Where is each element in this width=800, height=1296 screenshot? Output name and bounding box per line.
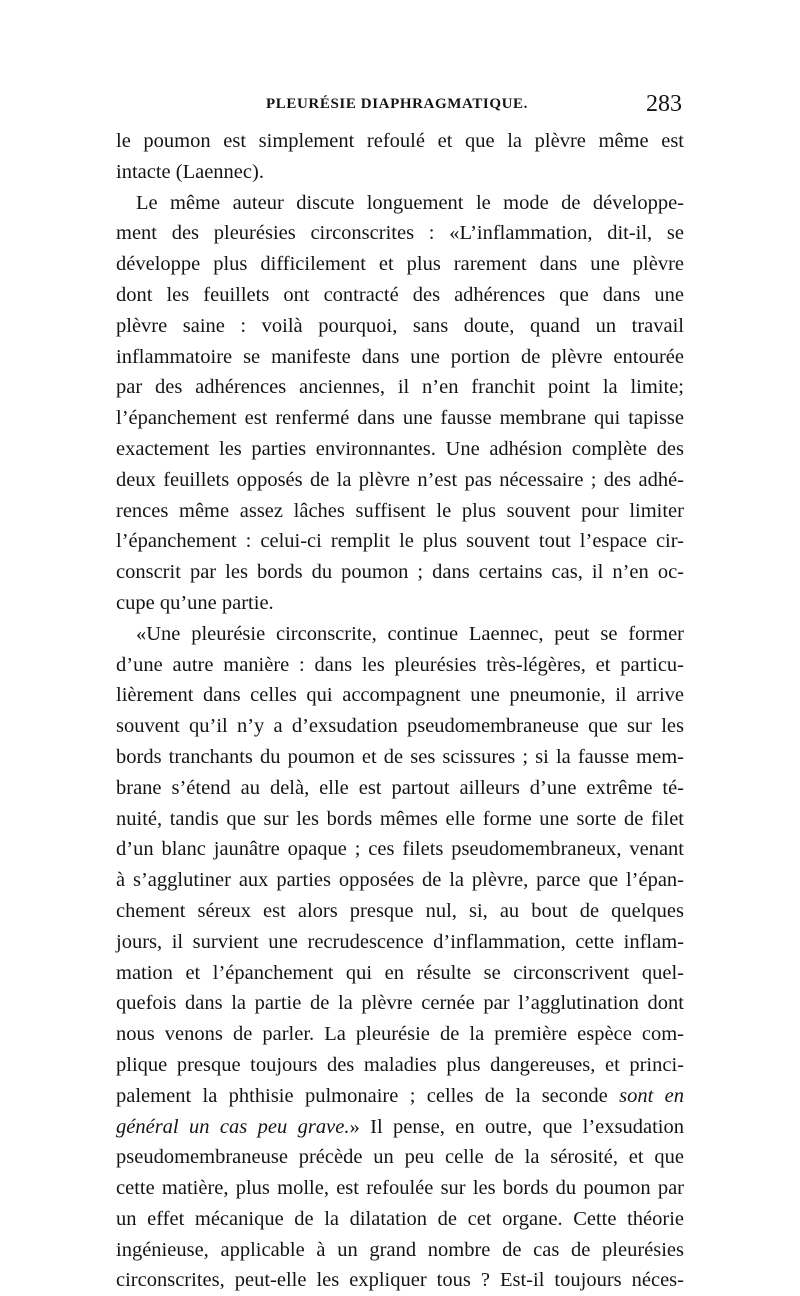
text-line — [116, 218, 684, 249]
line-text: » Il pense, en outre, que l’exsudation — [349, 1115, 684, 1138]
line-text: un effet mécanique de la dilatation de cet organe. Cette théorie — [116, 1207, 684, 1230]
line-text: rences même assez lâches suffisent le plus souvent pour limiter — [116, 499, 684, 522]
text-line — [116, 711, 684, 742]
line-text: deux feuillets opposés de la plèvre n’est pas nécessaire ; des adhé- — [116, 468, 684, 491]
line-text: le poumon est simplement refoulé et que la plèvre même est — [116, 130, 684, 152]
line-text: mation et l’épanchement qui en résulte se circonscrivent quel- — [116, 961, 684, 984]
line-text: cupe qu’une partie. — [116, 591, 274, 614]
text-line — [116, 526, 684, 557]
text-line — [116, 1081, 684, 1112]
line-text: «Une pleurésie circonscrite, continue Laennec, peut se former — [136, 622, 684, 645]
line-text: nuité, tandis que sur les bords mêmes elle forme une sorte de filet — [116, 807, 684, 830]
line-text: chement séreux est alors presque nul, si, au bout de quelques — [116, 899, 684, 922]
text-line — [116, 1173, 684, 1204]
text-line — [116, 465, 684, 496]
italic-text: sont en — [619, 1084, 684, 1107]
line-text: développe plus difficilement et plus rarement dans une plèvre — [116, 253, 684, 276]
line-text: ment des pleurésies circonscrites : «L’inflammation, dit-il, se — [116, 222, 684, 245]
text-line — [116, 1265, 684, 1296]
line-text: palement la phthisie pulmonaire ; celles de la seconde — [116, 1084, 620, 1107]
line-text: quefois dans la partie de la plèvre cernée par l’agglutination dont — [116, 992, 684, 1015]
line-text: inflammatoire se manifeste dans une portion de plèvre entourée — [116, 345, 684, 368]
running-header — [116, 91, 684, 124]
running-title: PLEURÉSIE DIAPHRAGMATIQUE. — [266, 96, 529, 112]
text-line — [116, 157, 684, 188]
text-line — [116, 557, 684, 588]
line-text: ingénieuse, applicable à un grand nombre de cas de pleurésies — [116, 1238, 684, 1261]
text-line — [116, 619, 684, 650]
text-line — [116, 958, 684, 989]
line-text: plèvre saine : voilà pourquoi, sans doute, quand un travail — [116, 314, 684, 337]
text-line — [116, 680, 684, 711]
line-text: bords tranchants du poumon et de ses scissures ; si la fausse mem- — [116, 745, 684, 768]
line-text: exactement les parties environnantes. Une adhésion complète des — [116, 437, 684, 460]
line-text: à s’agglutiner aux parties opposées de la plèvre, parce que l’épan- — [116, 869, 684, 892]
line-text: jours, il survient une recrudescence d’inflammation, cette inflam- — [116, 930, 684, 953]
line-text: lièrement dans celles qui accompagnent une pneumonie, il arrive — [116, 684, 684, 707]
line-text: intacte (Laennec). — [116, 160, 264, 183]
text-line — [116, 1142, 684, 1173]
line-text: l’épanchement est renfermé dans une fausse membrane qui tapisse — [116, 407, 684, 430]
text-line — [116, 927, 684, 958]
text-line — [116, 434, 684, 465]
line-text: brane s’étend au delà, elle est partout ailleurs d’une extrême té- — [116, 776, 684, 799]
text-line — [116, 896, 684, 927]
line-text: souvent qu’il n’y a d’exsudation pseudomembraneuse que sur les — [116, 715, 684, 738]
text-line — [116, 773, 684, 804]
text-line — [116, 742, 684, 773]
line-text: d’un blanc jaunâtre opaque ; ces filets pseudomembraneux, venant — [116, 838, 684, 861]
line-text: l’épanchement : celui-ci remplit le plus souvent tout l’espace cir- — [116, 530, 684, 553]
line-text: conscrit par les bords du poumon ; dans certains cas, il n’en oc- — [116, 561, 684, 584]
text-line — [116, 1050, 684, 1081]
line-text: pseudomembraneuse précède un peu celle de la sérosité, et que — [116, 1146, 684, 1169]
line-text: cette matière, plus molle, est refoulée sur les bords du poumon par — [116, 1177, 684, 1200]
line-text: nous venons de parler. La pleurésie de la première espèce com- — [116, 1023, 684, 1046]
text-line — [116, 1019, 684, 1050]
text-line — [116, 1204, 684, 1235]
line-text: Le même auteur discute longuement le mode de développe- — [136, 191, 684, 214]
page-number: 283 — [646, 91, 682, 117]
text-line — [116, 496, 684, 527]
text-line — [116, 865, 684, 896]
text-line — [116, 804, 684, 835]
text-line — [116, 249, 684, 280]
text-line — [116, 280, 684, 311]
text-line — [116, 834, 684, 865]
body-text — [116, 126, 684, 1296]
text-line — [116, 342, 684, 373]
italic-text: général un cas peu grave. — [116, 1115, 350, 1138]
text-line — [116, 311, 684, 342]
text-line — [116, 188, 684, 219]
text-line — [116, 588, 684, 619]
text-line — [116, 372, 684, 403]
line-text: circonscrites, peut-elle les expliquer tous ? Est-il toujours néces- — [116, 1269, 684, 1292]
text-line — [116, 988, 684, 1019]
line-text: dont les feuillets ont contracté des adhérences que dans une — [116, 283, 684, 306]
text-line — [116, 1112, 684, 1143]
text-line — [116, 126, 684, 157]
text-line — [116, 650, 684, 681]
line-text: par des adhérences anciennes, il n’en franchit point la limite; — [116, 376, 684, 399]
text-line — [116, 403, 684, 434]
text-line — [116, 1235, 684, 1266]
line-text: d’une autre manière : dans les pleurésies très-légères, et particu- — [116, 653, 684, 676]
line-text: plique presque toujours des maladies plus dangereuses, et princi- — [116, 1053, 684, 1076]
